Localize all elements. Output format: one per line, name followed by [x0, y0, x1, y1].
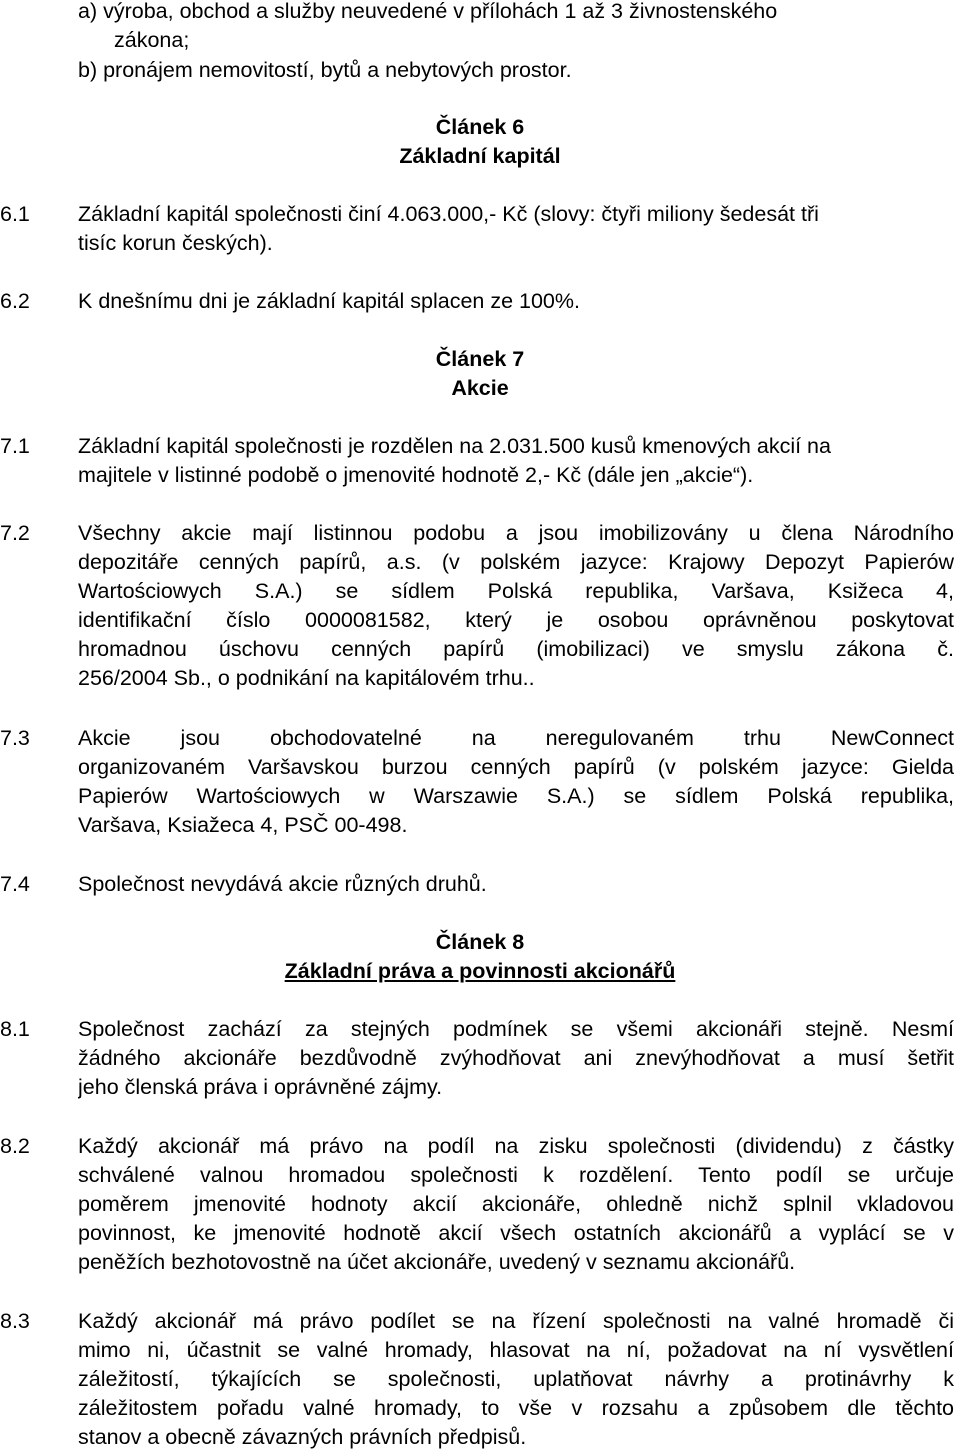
paragraph-line: Papierów Wartościowych w Warszawie S.A.) se sídlem Polská republika,: [78, 784, 954, 808]
paragraph-number: 8.1: [0, 1017, 30, 1041]
paragraph-number: 7.2: [0, 521, 30, 545]
paragraph-line: stanov a obecně závazných právních předpisů.: [78, 1425, 527, 1449]
article-7-subtitle: Akcie: [451, 376, 509, 400]
paragraph-line: peněžích bezhotovostně na účet akcionáře, uvedený v seznamu akcionářů.: [78, 1250, 796, 1274]
paragraph-number: 7.4: [0, 872, 30, 896]
paragraph-8-3-text: [78, 1307, 954, 1452]
paragraph-line: organizovaném Varšavskou burzou cenných papírů (v polském jazyce: Gielda: [78, 755, 954, 779]
paragraph-line: Základní kapitál společnosti činí 4.063.000,- Kč (slovy: čtyři miliony šedesát tři: [78, 202, 819, 226]
paragraph-line: identifikační číslo 0000081582, který je osobou oprávněnou poskytovat: [78, 608, 954, 632]
list-item-b: b) pronájem nemovitostí, bytů a nebytových prostor.: [78, 58, 572, 82]
paragraph-number: 8.3: [0, 1309, 30, 1333]
paragraph-line: mimo ni, účastnit se valné hromady, hlasovat na ní, požadovat na ní vysvětlení: [78, 1338, 954, 1362]
paragraph-line: 256/2004 Sb., o podnikání na kapitálovém trhu..: [78, 666, 535, 690]
paragraph-line: Všechny akcie mají listinnou podobu a jsou imobilizovány u člena Národního: [78, 521, 954, 545]
paragraph-line: Varšava, Ksiažeca 4, PSČ 00-498.: [78, 813, 408, 837]
paragraph-7-2-text: [78, 519, 954, 693]
paragraph-line: jeho členská práva i oprávněné zájmy.: [78, 1075, 443, 1099]
paragraph-line: Společnost zachází za stejných podmínek se všemi akcionáři stejně. Nesmí: [78, 1017, 954, 1041]
paragraph-line: Každý akcionář má právo na podíl na zisku společnosti (dividendu) z částky: [78, 1134, 954, 1158]
article-7-title: Článek 7: [435, 347, 525, 371]
paragraph-line: tisíc korun českých).: [78, 231, 273, 255]
paragraph-line: K dnešnímu dni je základní kapitál splacen ze 100%.: [78, 289, 580, 313]
article-6-subtitle: Základní kapitál: [399, 144, 561, 168]
paragraph-number: 8.2: [0, 1134, 30, 1158]
paragraph-line: Wartościowych S.A.) se sídlem Polská republika, Varšava, Ksižeca 4,: [78, 579, 954, 603]
paragraph-line: žádného akcionáře bezdůvodně zvýhodňovat ani znevýhodňovat a musí šetřit: [78, 1046, 954, 1070]
paragraph-line: hromadnou úschovu cenných papírů (imobilizaci) ve smyslu zákona č.: [78, 637, 954, 661]
paragraph-line: záležitostí, týkajících se společnosti, uplatňovat návrhy a protinávrhy k: [78, 1367, 954, 1391]
paragraph-line: Základní kapitál společnosti je rozdělen na 2.031.500 kusů kmenových akcií na: [78, 434, 831, 458]
paragraph-number: 6.2: [0, 289, 30, 313]
paragraph-8-2-text: [78, 1132, 954, 1277]
paragraph-line: záležitostem pořadu valné hromady, to vše v rozsahu a způsobem dle těchto: [78, 1396, 954, 1420]
paragraph-line: poměrem jmenovité hodnoty akcií akcionáře, ohledně nichž splnil vkladovou: [78, 1192, 954, 1216]
paragraph-line: schválené valnou hromadou společnosti k rozdělení. Tento podíl se určuje: [78, 1163, 954, 1187]
paragraph-line: Akcie jsou obchodovatelné na neregulovaném trhu NewConnect: [78, 726, 954, 750]
paragraph-number: 7.3: [0, 726, 30, 750]
article-8-subtitle: Základní práva a povinnosti akcionářů: [284, 959, 676, 983]
paragraph-line: depozitáře cenných papírů, a.s. (v polském jazyce: Krajowy Depozyt Papierów: [78, 550, 954, 574]
paragraph-number: 6.1: [0, 202, 30, 226]
paragraph-line: majitele v listinné podobě o jmenovité hodnotě 2,- Kč (dále jen „akcie“).: [78, 463, 754, 487]
paragraph-line: Společnost nevydává akcie různých druhů.: [78, 872, 487, 896]
list-item-a-line2: zákona;: [114, 28, 190, 52]
list-item-a-line1: a) výroba, obchod a služby neuvedené v přílohách 1 až 3 živnostenského: [78, 0, 778, 23]
paragraph-7-3-text: [78, 724, 954, 840]
paragraph-number: 7.1: [0, 434, 30, 458]
paragraph-line: povinnost, ke jmenovité hodnotě akcií všech ostatních akcionářů a vyplácí se v: [78, 1221, 954, 1245]
paragraph-8-1-text: [78, 1015, 954, 1102]
article-8-title: Článek 8: [435, 930, 525, 954]
article-6-title: Článek 6: [435, 115, 525, 139]
paragraph-line: Každý akcionář má právo podílet se na řízení společnosti na valné hromadě či: [78, 1309, 954, 1333]
